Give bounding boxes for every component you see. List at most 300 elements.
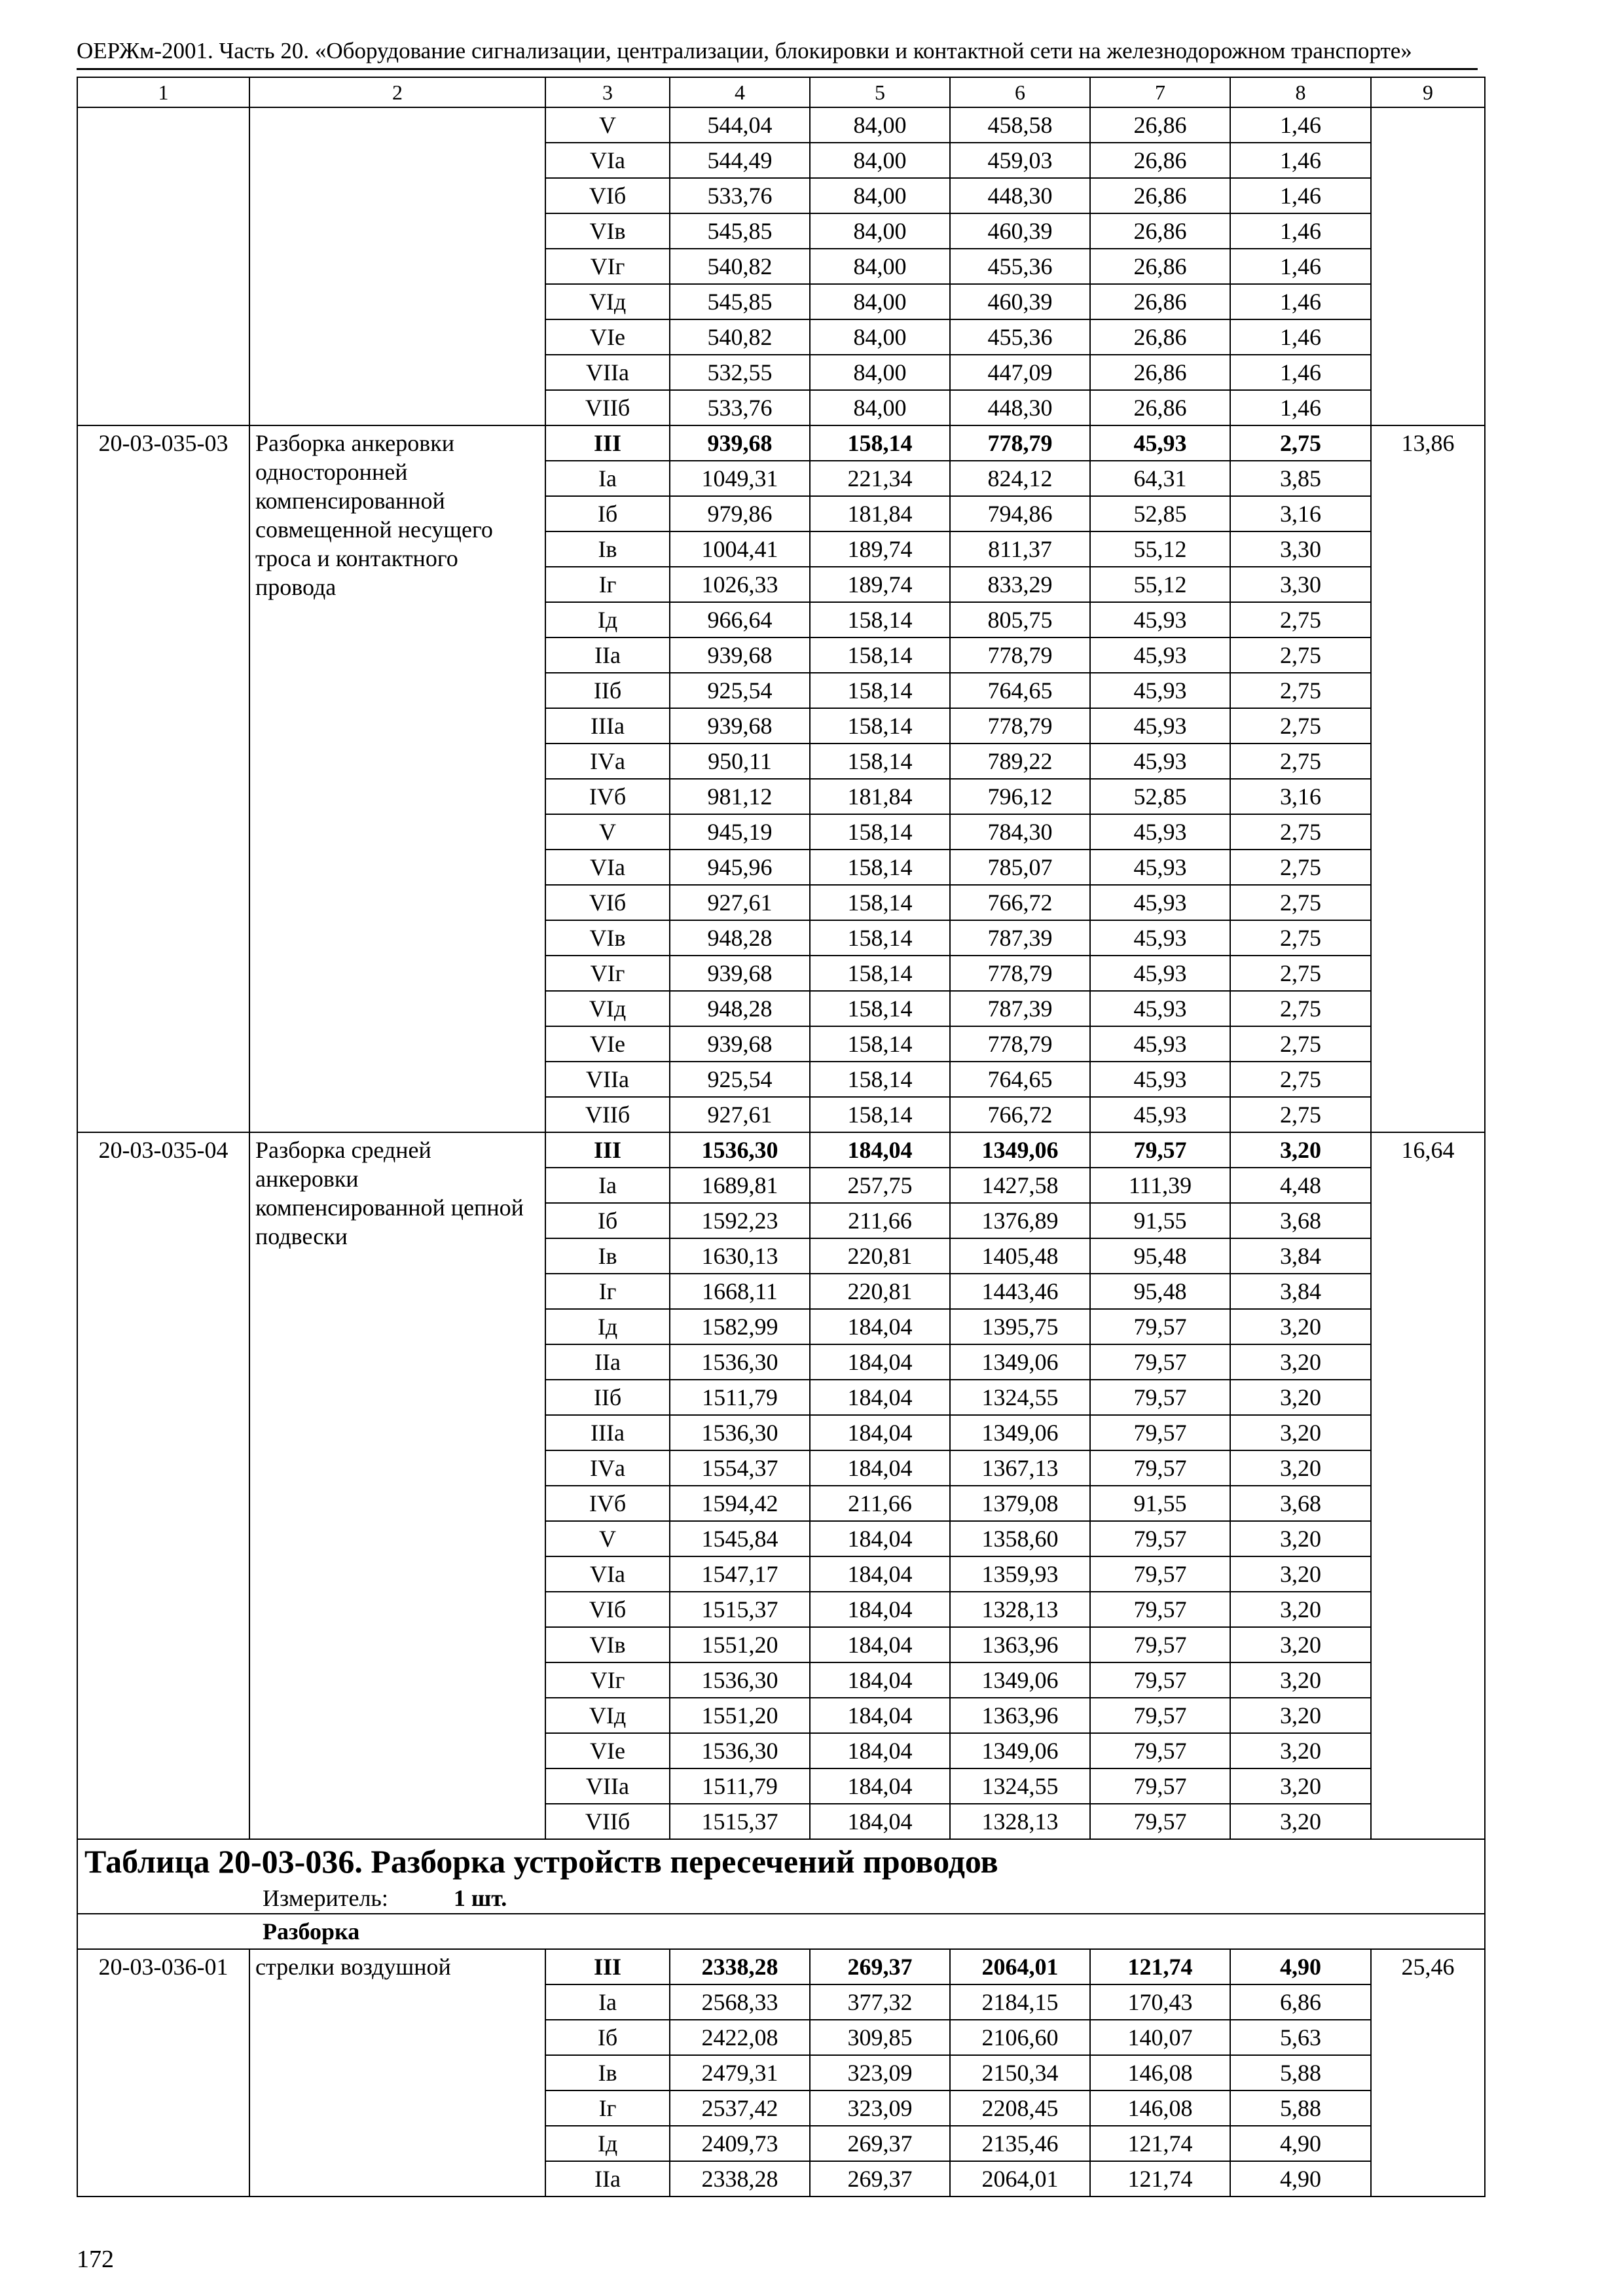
value-cell: IIа [545,2161,670,2197]
value-cell: 1668,11 [670,1274,810,1309]
value-cell: 377,32 [810,1984,950,2020]
value-cell: 170,43 [1090,1984,1230,2020]
section-row [77,1914,1485,1949]
value-cell: 3,68 [1230,1486,1371,1521]
value-cell: 1536,30 [670,1344,810,1380]
rate-code-cell [77,107,249,425]
value-cell: 784,30 [950,814,1090,850]
value-cell: 459,03 [950,143,1090,178]
value-cell: Iг [545,2090,670,2126]
value-cell: 79,57 [1090,1415,1230,1450]
value-cell: VIе [545,319,670,355]
value-cell: 455,36 [950,319,1090,355]
value-cell: 121,74 [1090,2126,1230,2161]
table-row [77,1949,1485,1984]
value-cell: 3,20 [1230,1698,1371,1733]
value-cell: 79,57 [1090,1592,1230,1627]
table-title-row [77,1839,1485,1883]
value-cell: 211,66 [810,1203,950,1238]
value-cell: 1395,75 [950,1309,1090,1344]
value-cell: 79,57 [1090,1698,1230,1733]
value-cell: 2135,46 [950,2126,1090,2161]
value-cell: VIIб [545,1804,670,1839]
value-cell: V [545,107,670,143]
column-number-cell: 2 [249,77,545,107]
value-cell: 79,57 [1090,1309,1230,1344]
value-cell: 5,88 [1230,2090,1371,2126]
value-cell: 455,36 [950,249,1090,284]
value-cell: 1551,20 [670,1627,810,1662]
value-cell: 766,72 [950,1097,1090,1132]
value-cell: 3,16 [1230,496,1371,531]
value-cell: 2,75 [1230,1026,1371,1062]
value-cell: 91,55 [1090,1203,1230,1238]
value-cell: 1405,48 [950,1238,1090,1274]
value-cell: 778,79 [950,956,1090,991]
value-cell: 3,68 [1230,1203,1371,1238]
meter-cell [77,1883,1485,1914]
value-cell: 2,75 [1230,744,1371,779]
value-cell: 146,08 [1090,2055,1230,2090]
value-cell: 45,93 [1090,637,1230,673]
value-cell: VIIб [545,390,670,425]
value-cell: 787,39 [950,920,1090,956]
column-number-cell: 9 [1371,77,1485,107]
meter-row [77,1883,1485,1914]
value-cell: 84,00 [810,107,950,143]
value-cell: 45,93 [1090,956,1230,991]
value-cell: 2568,33 [670,1984,810,2020]
value-cell: 2,75 [1230,673,1371,708]
value-cell: 927,61 [670,885,810,920]
value-cell: 1363,96 [950,1627,1090,1662]
value-cell: VIд [545,1698,670,1733]
value-cell: 5,88 [1230,2055,1371,2090]
value-cell: 79,57 [1090,1556,1230,1592]
value-cell: Iд [545,602,670,637]
value-cell: 2,75 [1230,814,1371,850]
value-cell: VIе [545,1026,670,1062]
value-cell: 1594,42 [670,1486,810,1521]
value-cell: Iд [545,1309,670,1344]
value-cell: VIд [545,284,670,319]
value-cell: 26,86 [1090,249,1230,284]
value-cell: 121,74 [1090,1949,1230,1984]
value-cell: 2,75 [1230,956,1371,991]
rate-name-cell: Разборка средней анкеровки компенсированной цепной подвески [249,1132,545,1839]
value-cell: 3,20 [1230,1556,1371,1592]
value-cell: 79,57 [1090,1450,1230,1486]
meter-value: 1 шт. [453,1885,507,1911]
value-cell: 1545,84 [670,1521,810,1556]
value-cell: 945,96 [670,850,810,885]
value-cell: 91,55 [1090,1486,1230,1521]
value-cell: 1554,37 [670,1450,810,1486]
value-cell: 45,93 [1090,814,1230,850]
value-cell: 1328,13 [950,1592,1090,1627]
value-cell: 158,14 [810,814,950,850]
value-cell: 45,93 [1090,920,1230,956]
value-cell: Iг [545,1274,670,1309]
table-row [77,1132,1485,1168]
value-cell: 184,04 [810,1592,950,1627]
column-number-cell: 3 [545,77,670,107]
value-cell: 545,85 [670,284,810,319]
column-number-cell: 5 [810,77,950,107]
value-cell: 79,57 [1090,1662,1230,1698]
value-cell: 460,39 [950,284,1090,319]
value-cell: 184,04 [810,1804,950,1839]
value-cell: 785,07 [950,850,1090,885]
value-cell: 833,29 [950,567,1090,602]
value-cell: 796,12 [950,779,1090,814]
value-cell: 4,48 [1230,1168,1371,1203]
meter-label: Измеритель: [263,1885,388,1911]
value-cell: 532,55 [670,355,810,390]
value-cell: III [545,1949,670,1984]
value-cell: 1515,37 [670,1804,810,1839]
column-9-cell: 25,46 [1371,1949,1485,2197]
value-cell: 778,79 [950,425,1090,461]
value-cell: VIIа [545,1768,670,1804]
value-cell: 3,20 [1230,1309,1371,1344]
value-cell: 2537,42 [670,2090,810,2126]
column-9-cell: 16,64 [1371,1132,1485,1839]
value-cell: 533,76 [670,390,810,425]
value-cell: 1349,06 [950,1415,1090,1450]
value-cell: 211,66 [810,1486,950,1521]
value-cell: 45,93 [1090,602,1230,637]
value-cell: 79,57 [1090,1521,1230,1556]
value-cell: 184,04 [810,1733,950,1768]
value-cell: 3,84 [1230,1274,1371,1309]
value-cell: 545,85 [670,213,810,249]
value-cell: 158,14 [810,850,950,885]
value-cell: 805,75 [950,602,1090,637]
value-cell: VIг [545,249,670,284]
value-cell: Iа [545,1984,670,2020]
value-cell: 221,34 [810,461,950,496]
value-cell: 158,14 [810,1026,950,1062]
value-cell: 2,75 [1230,1062,1371,1097]
rate-name-cell: Разборка анкеровки односторонней компенсированной совмещенной несущего троса и контактного провода [249,425,545,1132]
value-cell: 84,00 [810,213,950,249]
rate-code-cell: 20-03-036-01 [77,1949,249,2197]
column-number-cell: 8 [1230,77,1371,107]
value-cell: 3,20 [1230,1521,1371,1556]
value-cell: 1427,58 [950,1168,1090,1203]
value-cell: 220,81 [810,1238,950,1274]
value-cell: 533,76 [670,178,810,213]
value-cell: 184,04 [810,1450,950,1486]
value-cell: 1324,55 [950,1768,1090,1804]
value-cell: VIв [545,920,670,956]
value-cell: 189,74 [810,531,950,567]
value-cell: VIб [545,1592,670,1627]
value-cell: IIа [545,1344,670,1380]
value-cell: V [545,814,670,850]
value-cell: 158,14 [810,744,950,779]
table-title: Таблица 20-03-036. Разборка устройств пересечений проводов [77,1839,1485,1883]
value-cell: 1547,17 [670,1556,810,1592]
value-cell: 778,79 [950,1026,1090,1062]
column-9-cell [1371,107,1485,425]
value-cell: 184,04 [810,1344,950,1380]
column-number-cell: 7 [1090,77,1230,107]
value-cell: 1582,99 [670,1309,810,1344]
value-cell: 184,04 [810,1309,950,1344]
value-cell: 448,30 [950,390,1090,425]
value-cell: 184,04 [810,1627,950,1662]
value-cell: 950,11 [670,744,810,779]
value-cell: 184,04 [810,1521,950,1556]
value-cell: 2,75 [1230,708,1371,744]
value-cell: 84,00 [810,319,950,355]
value-cell: 766,72 [950,885,1090,920]
value-cell: 811,37 [950,531,1090,567]
value-cell: 26,86 [1090,178,1230,213]
value-cell: 778,79 [950,708,1090,744]
value-cell: 1376,89 [950,1203,1090,1238]
value-cell: 220,81 [810,1274,950,1309]
value-cell: 4,90 [1230,2161,1371,2197]
value-cell: VIв [545,213,670,249]
value-cell: 1379,08 [950,1486,1090,1521]
value-cell: 939,68 [670,637,810,673]
column-number-row [77,77,1485,107]
value-cell: Iв [545,1238,670,1274]
value-cell: Iа [545,461,670,496]
value-cell: 2422,08 [670,2020,810,2055]
column-number-cell: 6 [950,77,1090,107]
value-cell: 3,20 [1230,1415,1371,1450]
value-cell: 3,85 [1230,461,1371,496]
value-cell: 544,49 [670,143,810,178]
page-number: 172 [77,2246,114,2273]
value-cell: 794,86 [950,496,1090,531]
value-cell: 2409,73 [670,2126,810,2161]
value-cell: 1349,06 [950,1733,1090,1768]
value-cell: 323,09 [810,2055,950,2090]
value-cell: 948,28 [670,920,810,956]
value-cell: 948,28 [670,991,810,1026]
value-cell: 3,20 [1230,1804,1371,1839]
value-cell: IVа [545,744,670,779]
value-cell: 45,93 [1090,1062,1230,1097]
value-cell: IIIа [545,708,670,744]
value-cell: 26,86 [1090,319,1230,355]
value-cell: 4,90 [1230,1949,1371,1984]
value-cell: 84,00 [810,178,950,213]
value-cell: 448,30 [950,178,1090,213]
value-cell: 184,04 [810,1698,950,1733]
value-cell: V [545,1521,670,1556]
value-cell: 269,37 [810,2161,950,2197]
value-cell: 1592,23 [670,1203,810,1238]
value-cell: 45,93 [1090,850,1230,885]
value-cell: 84,00 [810,249,950,284]
value-cell: 158,14 [810,920,950,956]
value-cell: 3,30 [1230,567,1371,602]
value-cell: 939,68 [670,1026,810,1062]
value-cell: VIг [545,956,670,991]
value-cell: 939,68 [670,425,810,461]
value-cell: VIIб [545,1097,670,1132]
value-cell: 55,12 [1090,531,1230,567]
value-cell: 3,16 [1230,779,1371,814]
value-cell: 45,93 [1090,885,1230,920]
value-cell: 1,46 [1230,390,1371,425]
value-cell: 55,12 [1090,567,1230,602]
value-cell: 1026,33 [670,567,810,602]
value-cell: 3,20 [1230,1380,1371,1415]
value-cell: 1367,13 [950,1450,1090,1486]
value-cell: 1511,79 [670,1380,810,1415]
value-cell: VIг [545,1662,670,1698]
value-cell: 3,20 [1230,1733,1371,1768]
value-cell: VIб [545,178,670,213]
value-cell: 189,74 [810,567,950,602]
value-cell: 269,37 [810,1949,950,1984]
value-cell: 3,20 [1230,1132,1371,1168]
value-cell: VIа [545,850,670,885]
value-cell: 121,74 [1090,2161,1230,2197]
value-cell: 2106,60 [950,2020,1090,2055]
value-cell: 184,04 [810,1132,950,1168]
rates-table [77,77,1486,2197]
value-cell: 158,14 [810,1097,950,1132]
value-cell: 84,00 [810,284,950,319]
value-cell: 1,46 [1230,284,1371,319]
value-cell: 2,75 [1230,1097,1371,1132]
page-header: ОЕРЖм-2001. Часть 20. «Оборудование сигнализации, централизации, блокировки и контактной сети на железнодорожном транспорте» [77,37,1478,70]
value-cell: 269,37 [810,2126,950,2161]
value-cell: 45,93 [1090,991,1230,1026]
value-cell: 26,86 [1090,390,1230,425]
value-cell: VIд [545,991,670,1026]
value-cell: 181,84 [810,496,950,531]
value-cell: IIб [545,1380,670,1415]
value-cell: 184,04 [810,1380,950,1415]
value-cell: 64,31 [1090,461,1230,496]
value-cell: 1,46 [1230,249,1371,284]
rate-code-cell: 20-03-035-03 [77,425,249,1132]
value-cell: 79,57 [1090,1627,1230,1662]
value-cell: 1511,79 [670,1768,810,1804]
value-cell: 158,14 [810,425,950,461]
value-cell: 52,85 [1090,779,1230,814]
value-cell: 460,39 [950,213,1090,249]
value-cell: 1536,30 [670,1132,810,1168]
value-cell: 966,64 [670,602,810,637]
value-cell: 778,79 [950,637,1090,673]
value-cell: 3,20 [1230,1662,1371,1698]
table-row [77,425,1485,461]
value-cell: 939,68 [670,956,810,991]
section-heading: Разборка [77,1914,1485,1949]
value-cell: 26,86 [1090,213,1230,249]
value-cell: 1358,60 [950,1521,1090,1556]
value-cell: 1536,30 [670,1733,810,1768]
value-cell: 3,20 [1230,1768,1371,1804]
value-cell: Iа [545,1168,670,1203]
value-cell: 79,57 [1090,1344,1230,1380]
value-cell: 3,20 [1230,1592,1371,1627]
value-cell: VIа [545,1556,670,1592]
value-cell: 925,54 [670,1062,810,1097]
value-cell: 981,12 [670,779,810,814]
value-cell: IVа [545,1450,670,1486]
value-cell: IIIа [545,1415,670,1450]
value-cell: 158,14 [810,1062,950,1097]
value-cell: 257,75 [810,1168,950,1203]
value-cell: 1049,31 [670,461,810,496]
value-cell: 45,93 [1090,744,1230,779]
value-cell: 1689,81 [670,1168,810,1203]
value-cell: 158,14 [810,991,950,1026]
value-cell: 925,54 [670,673,810,708]
value-cell: 79,57 [1090,1804,1230,1839]
value-cell: 939,68 [670,708,810,744]
value-cell: 26,86 [1090,143,1230,178]
value-cell: 158,14 [810,885,950,920]
value-cell: 979,86 [670,496,810,531]
value-cell: 789,22 [950,744,1090,779]
value-cell: 6,86 [1230,1984,1371,2020]
value-cell: Iв [545,531,670,567]
rate-name-cell [249,107,545,425]
value-cell: IIб [545,673,670,708]
value-cell: 45,93 [1090,1097,1230,1132]
value-cell: 2,75 [1230,602,1371,637]
value-cell: 184,04 [810,1556,950,1592]
value-cell: IVб [545,779,670,814]
table-row [77,107,1485,143]
value-cell: 184,04 [810,1415,950,1450]
value-cell: VIIа [545,355,670,390]
value-cell: IIа [545,637,670,673]
value-cell: 1349,06 [950,1662,1090,1698]
value-cell: 111,39 [1090,1168,1230,1203]
value-cell: 140,07 [1090,2020,1230,2055]
value-cell: 1,46 [1230,143,1371,178]
value-cell: 158,14 [810,673,950,708]
value-cell: 158,14 [810,602,950,637]
table-body [77,77,1485,2197]
value-cell: 2184,15 [950,1984,1090,2020]
value-cell: 45,93 [1090,1026,1230,1062]
value-cell: 540,82 [670,319,810,355]
value-cell: 764,65 [950,673,1090,708]
value-cell: Iб [545,496,670,531]
value-cell: Iб [545,2020,670,2055]
value-cell: 824,12 [950,461,1090,496]
value-cell: VIе [545,1733,670,1768]
column-number-cell: 1 [77,77,249,107]
value-cell: 45,93 [1090,673,1230,708]
value-cell: 158,14 [810,708,950,744]
value-cell: 1328,13 [950,1804,1090,1839]
value-cell: 2,75 [1230,637,1371,673]
value-cell: 95,48 [1090,1238,1230,1274]
value-cell: 84,00 [810,143,950,178]
value-cell: 764,65 [950,1062,1090,1097]
value-cell: 79,57 [1090,1380,1230,1415]
value-cell: VIб [545,885,670,920]
value-cell: 1443,46 [950,1274,1090,1309]
value-cell: 1349,06 [950,1344,1090,1380]
value-cell: 45,93 [1090,708,1230,744]
